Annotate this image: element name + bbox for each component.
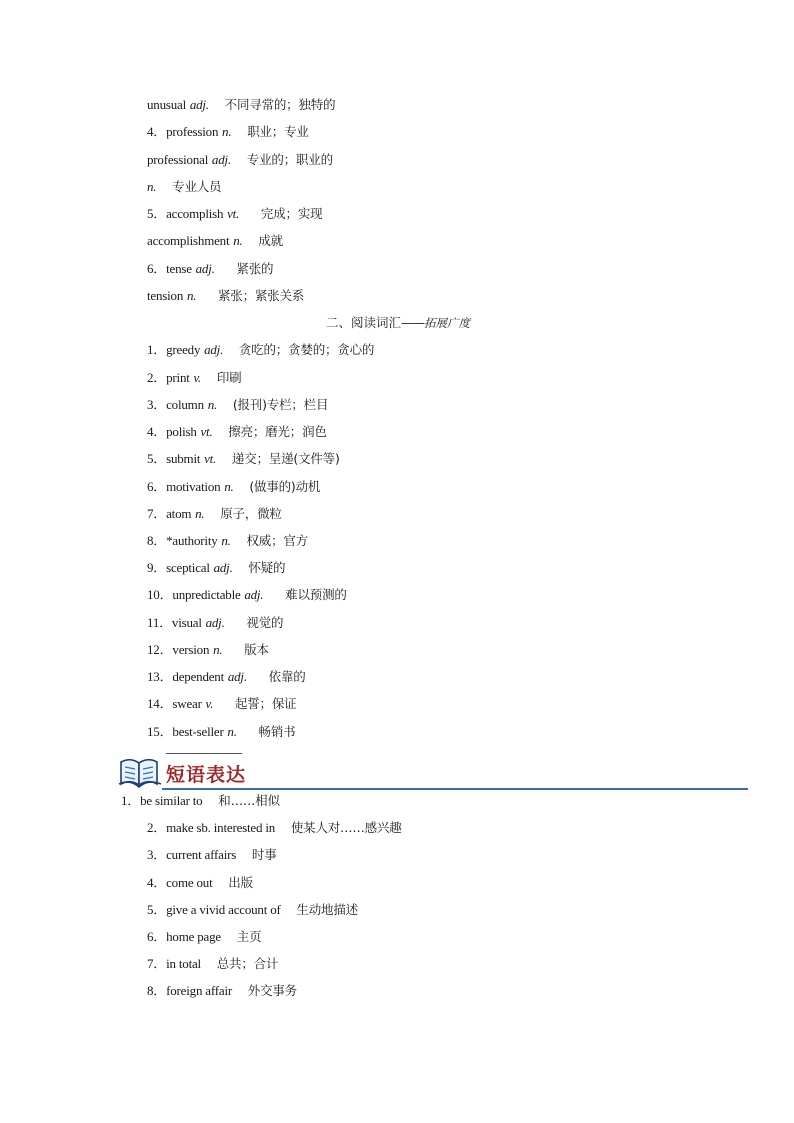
word-entry-version [147, 642, 269, 658]
word: 9．sceptical [147, 560, 210, 575]
translation: 畅销书 [258, 724, 296, 739]
section-subtitle: 拓展广度 [424, 316, 471, 330]
part-of-speech: n. [207, 397, 218, 412]
translation: 和……相似 [218, 793, 280, 808]
word-entry-accomplish [147, 206, 322, 222]
word-entry-tense [147, 261, 273, 277]
part-of-speech: vt. [227, 206, 240, 221]
translation: 紧张的 [236, 261, 274, 276]
part-of-speech: n. [195, 506, 205, 521]
word: professional [147, 152, 209, 167]
phrase: 4．come out [147, 875, 213, 890]
section-dash: —— [401, 315, 425, 330]
translation: 外交事务 [247, 983, 297, 998]
word: 13．dependent [147, 669, 225, 684]
word: unusual [147, 97, 187, 112]
translation: 时事 [251, 847, 277, 862]
phrase: 3．current affairs [147, 847, 237, 862]
word: 11．visual [147, 615, 202, 630]
translation: 原子，微粒 [220, 506, 282, 521]
part-of-speech: n. [147, 179, 157, 194]
word: 15．best-seller [147, 724, 224, 739]
phrase-entry-come-out [147, 875, 253, 891]
word-entry-tension [147, 288, 304, 304]
word-entry-atom [147, 506, 282, 522]
part-of-speech: n. [227, 724, 237, 739]
part-of-speech: adj. [244, 587, 264, 602]
part-of-speech: vt. [200, 424, 213, 439]
part-of-speech: v. [205, 696, 214, 711]
translation: 依靠的 [268, 669, 306, 684]
word-entry-submit [147, 451, 340, 467]
part-of-speech: v. [193, 370, 202, 385]
word: 8．*authority [147, 533, 218, 548]
word: 14．swear [147, 696, 202, 711]
word: 4．polish [147, 424, 197, 439]
word: 7．atom [147, 506, 192, 521]
part-of-speech: n. [224, 479, 234, 494]
word-entry-unpredictable [147, 587, 347, 603]
translation: 生动地描述 [296, 902, 358, 917]
phrase-entry-in-total [147, 956, 278, 972]
part-of-speech: adj. [195, 261, 215, 276]
phrase-section-banner [118, 748, 748, 792]
part-of-speech: n. [213, 642, 223, 657]
translation: 难以预测的 [285, 587, 347, 602]
part-of-speech: n. [186, 288, 197, 303]
word-entry-professional [147, 152, 333, 168]
translation: 递交；呈递(文件等) [231, 451, 340, 466]
phrase-entry-current-affairs [147, 847, 277, 863]
banner-top-rule [166, 753, 242, 754]
translation: 权威；官方 [246, 533, 308, 548]
phrase: 5．give a vivid account of [147, 902, 281, 917]
translation: 印刷 [216, 370, 242, 385]
part-of-speech: adj. [189, 97, 209, 112]
word: 1．greedy [147, 342, 201, 357]
translation: 使某人对……感兴趣 [290, 820, 402, 835]
translation: 出版 [228, 875, 253, 890]
phrase: 2．make sb. interested in [147, 820, 276, 835]
translation: 紧张；紧张关系 [218, 288, 305, 303]
word-entry-swear [147, 696, 296, 712]
word: 5．submit [147, 451, 201, 466]
translation: 成就 [258, 233, 283, 248]
phrase-entry-home-page [147, 929, 261, 945]
translation: 视觉的 [246, 615, 284, 630]
translation: 专业人员 [172, 179, 222, 194]
part-of-speech: adj. [227, 669, 247, 684]
part-of-speech: adj. [205, 615, 225, 630]
translation: 贪吃的；贪婪的；贪心的 [238, 342, 375, 357]
word: 3．column [147, 397, 204, 412]
part-of-speech: adj. [204, 342, 224, 357]
word-entry-professional-noun [147, 179, 221, 195]
word-entry-sceptical [147, 560, 285, 576]
word-entry-column [147, 397, 328, 413]
word-entry-authority [147, 533, 308, 549]
translation: 主页 [236, 929, 262, 944]
part-of-speech: adj. [213, 560, 233, 575]
phrase-entry-give-a-vivid-account-of [147, 902, 358, 918]
word: 6．motivation [147, 479, 221, 494]
translation: (做事的)动机 [249, 479, 321, 494]
banner-rule [162, 788, 748, 790]
translation: 起誓；保证 [234, 696, 297, 711]
translation: 怀疑的 [248, 560, 286, 575]
word: 4．profession [147, 124, 219, 139]
word-entry-visual [147, 615, 283, 631]
word-entry-profession [147, 124, 309, 140]
translation: 职业；专业 [247, 124, 309, 139]
part-of-speech: vt. [204, 451, 217, 466]
translation: 专业的；职业的 [246, 152, 333, 167]
word-entry-greedy [147, 342, 374, 358]
word: 5．accomplish [147, 206, 224, 221]
translation: 不同寻常的；独特的 [224, 97, 336, 112]
word-entry-dependent [147, 669, 306, 685]
translation: 擦亮；磨光；润色 [228, 424, 327, 439]
phrase: 8．foreign affair [147, 983, 232, 998]
word: accomplishment [147, 233, 230, 248]
section-heading-reading-vocabulary [326, 315, 470, 331]
translation: 版本 [244, 642, 269, 657]
translation: 总共；合计 [216, 956, 279, 971]
word: 6．tense [147, 261, 192, 276]
word-entry-motivation [147, 479, 320, 495]
phrase: 1．be similar to [121, 793, 203, 808]
section-title: 二、阅读词汇 [326, 315, 402, 330]
phrase-entry-be-similar-to [121, 793, 280, 809]
open-book-icon [118, 754, 162, 788]
word: 10．unpredictable [147, 587, 241, 602]
translation: 完成；实现 [260, 206, 323, 221]
word: tension [147, 288, 184, 303]
banner-title: 短语表达 [166, 764, 247, 786]
word-entry-best-seller [147, 724, 295, 740]
phrase-entry-make-sb-interested-in [147, 820, 402, 836]
word-entry-polish [147, 424, 327, 440]
part-of-speech: n. [221, 533, 231, 548]
phrase-entry-foreign-affair [147, 983, 297, 999]
part-of-speech: n. [222, 124, 232, 139]
translation: (报刊)专栏；栏目 [232, 397, 329, 412]
word-entry-print [147, 370, 241, 386]
part-of-speech: n. [233, 233, 243, 248]
word: 2．print [147, 370, 190, 385]
part-of-speech: adj. [211, 152, 231, 167]
phrase: 7．in total [147, 956, 201, 971]
word-entry-unusual [147, 97, 335, 113]
word: 12．version [147, 642, 210, 657]
phrase: 6．home page [147, 929, 221, 944]
word-entry-accomplishment [147, 233, 283, 249]
